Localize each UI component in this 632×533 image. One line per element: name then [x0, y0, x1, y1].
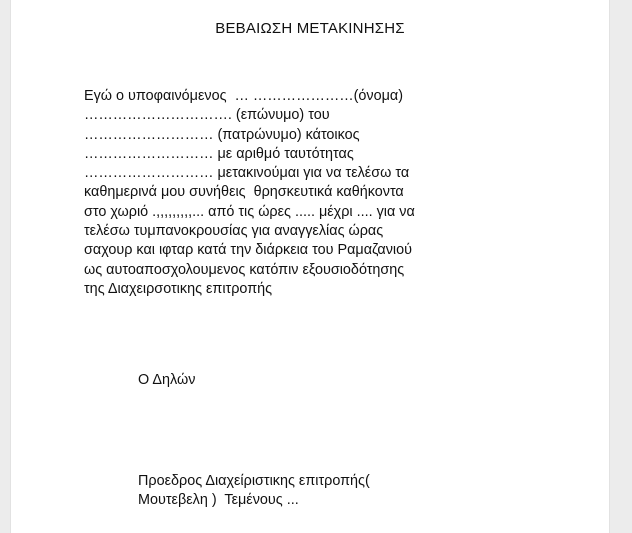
declarant-label: Ο Δηλών	[138, 372, 196, 388]
document-page	[10, 0, 610, 533]
declaration-body	[84, 87, 554, 299]
body-line: ……………………… μετακινούμαι για να τελέσω τα	[84, 165, 410, 182]
body-line: …………………………. (επώνυμο) του	[84, 107, 330, 124]
signature-line: Προεδρος Διαχείριστικης επιτροπής(	[138, 473, 370, 489]
body-line: ……………………… (πατρώνυμο) κάτοικος	[84, 126, 360, 143]
document-title: ΒΕΒΑΙΩΣΗ ΜΕΤΑΚΙΝΗΣΗΣ	[215, 20, 405, 37]
body-line: ως αυτοαποσχολουμενος κατόπιν εξουσιοδότησης	[84, 261, 405, 278]
signature-line: Μουτεβελη ) Τεμένους ...	[138, 492, 299, 509]
body-line: τελέσω τυμπανοκρουσίας για αναγγελίας ώρας	[84, 223, 384, 240]
signature-block	[138, 472, 370, 511]
body-line: της Διαχειρσοτικης επιτροπής	[84, 280, 273, 297]
body-line: σαχουρ και ιφταρ κατά την διάρκεια του Ραμαζανιού	[84, 242, 412, 259]
body-line: ……………………… με αριθμό ταυτότητας	[84, 145, 354, 162]
body-line: Εγώ ο υποφαινόμενος … …………………(όνομα)	[84, 88, 404, 104]
body-line: καθημερινά μου συνήθεις θρησκευτικά καθήκοντα	[84, 184, 404, 201]
body-line: στο χωριό .,,,,,,,,,... από τις ώρες ..... μέχρι .... για να	[84, 203, 415, 220]
